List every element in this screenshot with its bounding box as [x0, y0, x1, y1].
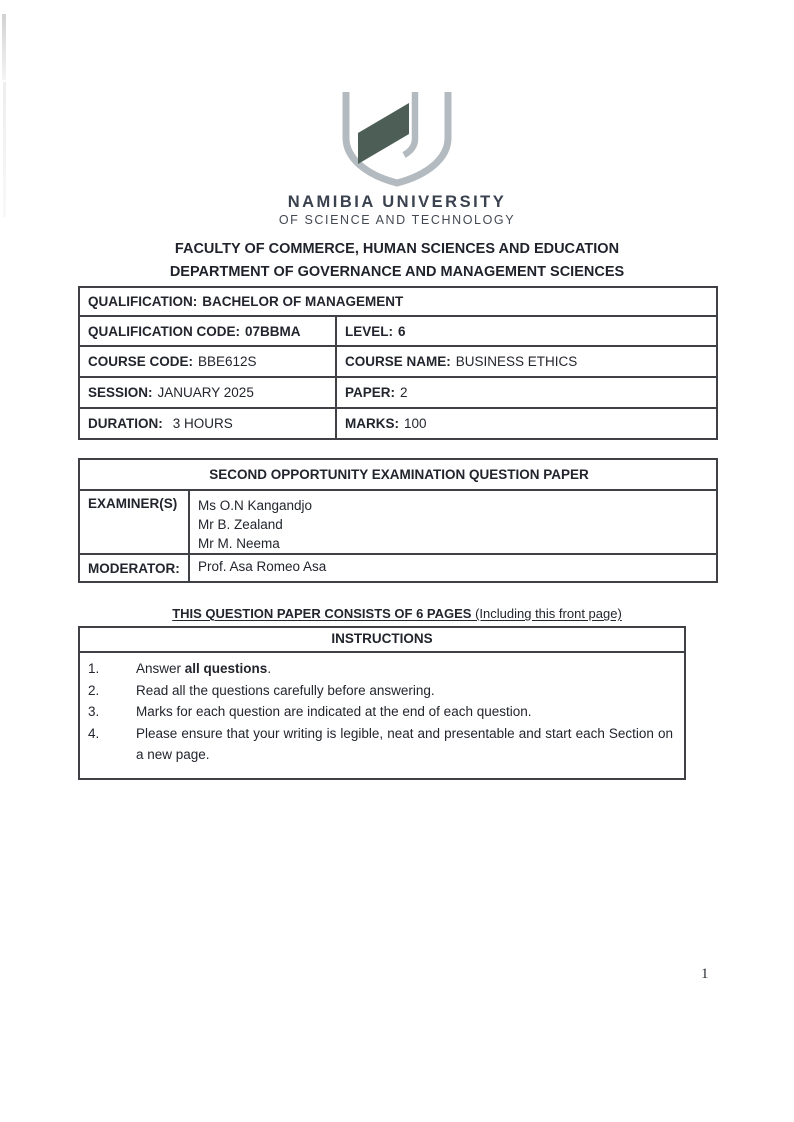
instruction-number: 4. — [88, 725, 100, 741]
qualification-value: BACHELOR OF MANAGEMENT — [202, 294, 404, 309]
scan-edge-artifact-2 — [3, 82, 6, 217]
table-row — [79, 554, 717, 582]
exam-panel-table — [78, 458, 718, 583]
table-row — [79, 490, 717, 554]
university-name: NAMIBIA UNIVERSITY — [287, 193, 507, 211]
duration-cell — [79, 408, 336, 439]
scan-edge-artifact — [2, 14, 6, 80]
marks-label: MARKS: — [345, 416, 399, 431]
paper-label: PAPER: — [345, 385, 396, 400]
qualification-code-value: 07BBMA — [245, 323, 301, 339]
instructions-list — [80, 653, 684, 778]
instruction-text: Read all the questions carefully before answering. — [136, 682, 435, 698]
list-item — [80, 680, 684, 702]
instruction-number: 1. — [88, 661, 100, 676]
course-code-label: COURSE CODE: — [88, 354, 194, 369]
page-count-notice — [0, 606, 794, 622]
qualification-code-cell — [79, 316, 336, 346]
list-item — [80, 658, 684, 680]
level-label: LEVEL: — [345, 323, 394, 339]
examiners-list — [189, 490, 717, 554]
level-value: 6 — [398, 323, 406, 339]
qualification-code-label: QUALIFICATION CODE: — [88, 323, 240, 339]
university-shield-logo-icon — [336, 86, 458, 188]
moderator-label: MODERATOR: — [79, 554, 189, 582]
course-details-table — [78, 286, 718, 440]
table-row — [79, 287, 717, 316]
table-row — [79, 346, 717, 377]
instruction-text: Marks for each question are indicated at the end of each question. — [136, 704, 532, 719]
table-row — [79, 459, 717, 490]
moderator-name: Prof. Asa Romeo Asa — [189, 554, 717, 582]
duration-label: DURATION: — [88, 416, 163, 431]
table-row — [79, 408, 717, 439]
course-name-cell — [336, 346, 717, 377]
instruction-number: 2. — [88, 682, 100, 698]
page-count-notice-bold: THIS QUESTION PAPER CONSISTS OF 6 PAGES — [172, 606, 472, 621]
session-cell — [79, 377, 336, 408]
session-value: JANUARY 2025 — [157, 385, 254, 400]
course-code-cell — [79, 346, 336, 377]
university-tagline: OF SCIENCE AND TECHNOLOGY — [278, 213, 516, 227]
examiner-name: Mr M. Neema — [198, 536, 280, 551]
duration-value: 3 HOURS — [172, 416, 233, 431]
department-heading: DEPARTMENT OF GOVERNANCE AND MANAGEMENT SCIENCES — [169, 264, 625, 280]
qualification-cell — [79, 287, 717, 316]
paper-cell — [336, 377, 717, 408]
level-cell — [336, 316, 717, 346]
table-row — [79, 377, 717, 408]
faculty-heading: FACULTY OF COMMERCE, HUMAN SCIENCES AND EDUCATION — [174, 241, 620, 257]
list-item — [80, 701, 684, 723]
exam-paper-title: SECOND OPPORTUNITY EXAMINATION QUESTION PAPER — [79, 459, 717, 490]
marks-value: 100 — [404, 416, 427, 431]
list-item — [80, 723, 684, 766]
page-number: 1 — [701, 966, 709, 982]
instruction-number: 3. — [88, 704, 100, 719]
course-name-label: COURSE NAME: — [345, 354, 451, 369]
instruction-text: Answer all questions. — [136, 661, 272, 676]
course-name-value: BUSINESS ETHICS — [455, 354, 578, 369]
instructions-box — [78, 626, 686, 780]
examiner-name: Mr B. Zealand — [198, 517, 283, 532]
page-count-notice-regular: (Including this front page) — [471, 606, 622, 621]
examiners-label: EXAMINER(S) — [79, 490, 189, 554]
instructions-title: INSTRUCTIONS — [80, 628, 684, 653]
examiner-name: Ms O.N Kangandjo — [198, 498, 313, 513]
marks-cell — [336, 408, 717, 439]
qualification-label: QUALIFICATION: — [88, 294, 198, 309]
paper-value: 2 — [400, 385, 408, 400]
session-label: SESSION: — [88, 385, 153, 400]
course-code-value: BBE612S — [198, 354, 257, 369]
instruction-text: Please ensure that your writing is legible, neat and presentable and start each Section on a new page. — [136, 725, 673, 762]
table-row — [79, 316, 717, 346]
